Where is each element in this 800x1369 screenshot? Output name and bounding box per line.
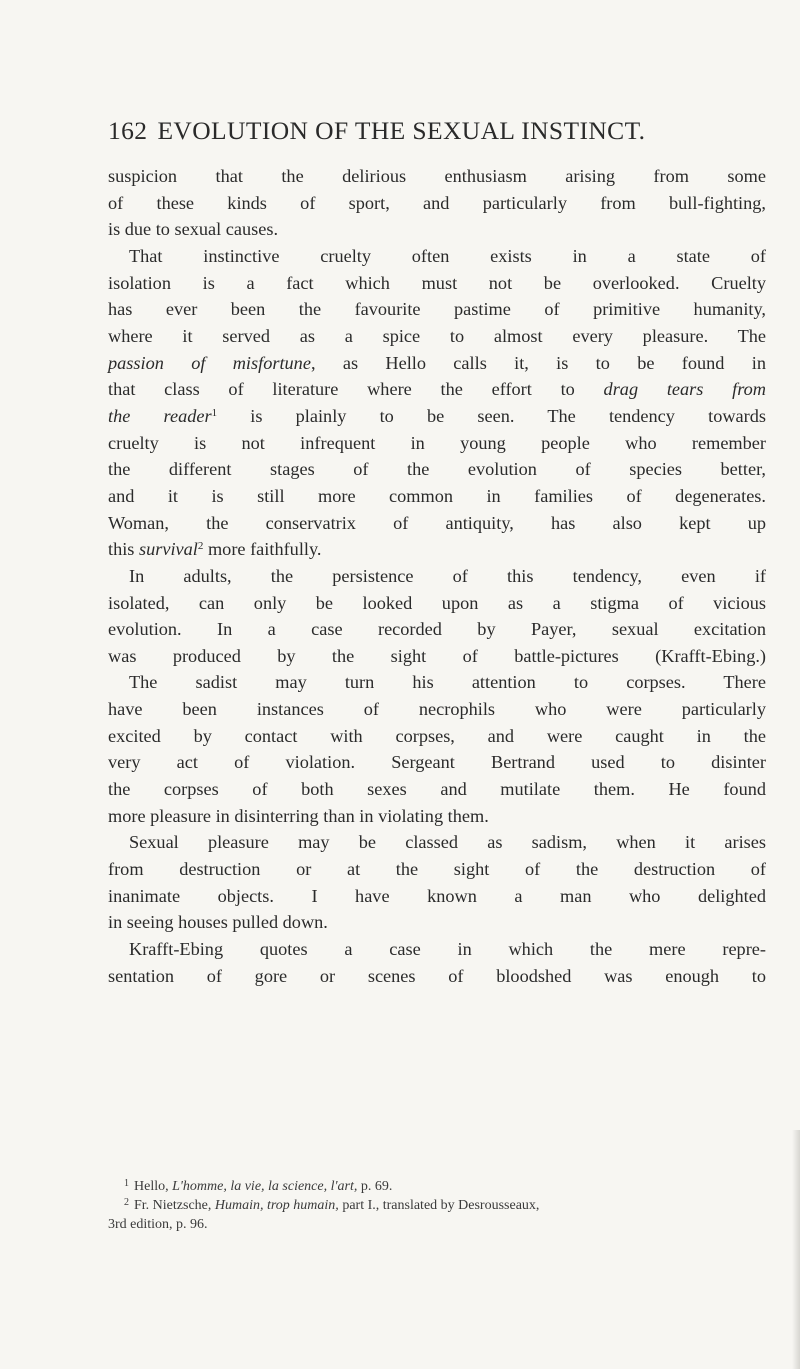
text-line: isolated, can only be looked upon as a stigma of vicious — [108, 592, 766, 613]
text-line: is due to sexual causes. — [108, 219, 279, 240]
text-line: have been instances of necrophils who were particularly — [108, 699, 766, 720]
italic-text: the reader — [108, 405, 212, 426]
text-line: and it is still more common in families of degenerates. — [108, 485, 766, 506]
text-line: That instinctive cruelty often exists in a state of — [129, 245, 766, 266]
footnote-italic: Humain, trop humain, — [214, 1198, 339, 1213]
text-line: has ever been the favourite pastime of primitive humanity, — [108, 299, 766, 320]
text-line: very act of violation. Sergeant Bertrand used to disinter — [108, 752, 766, 773]
running-header — [108, 116, 645, 146]
footnote-mark: 1 — [124, 1178, 129, 1189]
text-line: Woman, the conservatrix of antiquity, has also kept up — [108, 512, 766, 533]
italic-text: survival — [138, 539, 198, 560]
text-line: Sexual pleasure may be classed as sadism, when it arises — [129, 832, 766, 853]
text-run: that class of literature where the effort to — [108, 379, 604, 400]
text-line — [108, 403, 766, 430]
text-run: is plainly to be seen. The tendency towards — [217, 405, 766, 426]
text-line: inanimate objects. I have known a man who delighted — [108, 885, 766, 906]
body-text — [108, 163, 766, 989]
text-line: was produced by the sight of battle-pictures (Krafft-Ebing.) — [108, 645, 766, 666]
text-line: excited by contact with corpses, and were caught in the — [108, 725, 766, 746]
text-line: The sadist may turn his attention to corpses. There — [129, 672, 766, 693]
text-line: in seeing houses pulled down. — [108, 912, 328, 933]
text-line: suspicion that the delirious enthusiasm arising from some — [108, 166, 766, 186]
page-edge-shadow — [792, 1130, 800, 1369]
text-line: evolution. In a case recorded by Payer, sexual excitation — [108, 619, 766, 640]
footnote-text: Fr. Nietzsche, — [134, 1198, 215, 1213]
footnote-text: p. 69. — [357, 1179, 393, 1194]
footnote-mark: 2 — [124, 1197, 129, 1208]
text-line: Krafft-Ebing quotes a case in which the mere repre- — [129, 939, 766, 960]
footnote-ref: 2 — [197, 540, 204, 553]
text-run: this — [108, 539, 139, 560]
footnote — [108, 1196, 766, 1215]
italic-text: passion of misfortune — [108, 352, 311, 373]
text-line: In adults, the persistence of this tendency, even if — [129, 565, 766, 586]
text-line: where it served as a spice to almost every pleasure. The — [108, 325, 766, 346]
text-line — [108, 536, 766, 563]
text-line — [108, 350, 766, 377]
footnote — [108, 1177, 766, 1196]
text-line: the different stages of the evolution of species better, — [108, 459, 766, 480]
text-run: more faithfully. — [203, 539, 322, 560]
footnotes — [108, 1177, 766, 1234]
text-line: cruelty is not infrequent in young people who remember — [108, 432, 766, 453]
text-line: the corpses of both sexes and mutilate them. He found — [108, 779, 766, 800]
footnote-ref: 1 — [211, 406, 218, 419]
text-line — [108, 376, 766, 403]
footnote-italic: L'homme, la vie, la science, l'art, — [172, 1179, 358, 1194]
page-title: EVOLUTION OF THE SEXUAL INSTINCT. — [157, 116, 646, 145]
italic-text: drag tears from — [603, 379, 766, 400]
text-line: from destruction or at the sight of the destruction of — [108, 859, 766, 880]
text-line: isolation is a fact which must not be overlooked. Cruelty — [108, 272, 766, 293]
footnote-text: part I., translated by Desrousseaux, — [338, 1198, 540, 1213]
page-number: 162 — [108, 116, 148, 145]
footnote-text: 3rd edition, p. 96. — [108, 1217, 208, 1232]
text-line: sentation of gore or scenes of bloodshed was enough to — [108, 965, 766, 986]
text-run: , as Hello calls it, is to be found in — [310, 352, 766, 373]
footnote — [108, 1215, 766, 1234]
footnote-text: Hello, — [134, 1179, 173, 1194]
text-line: more pleasure in disinterring than in violating them. — [108, 805, 489, 826]
text-line: of these kinds of sport, and particularly from bull-fighting, — [108, 192, 766, 213]
